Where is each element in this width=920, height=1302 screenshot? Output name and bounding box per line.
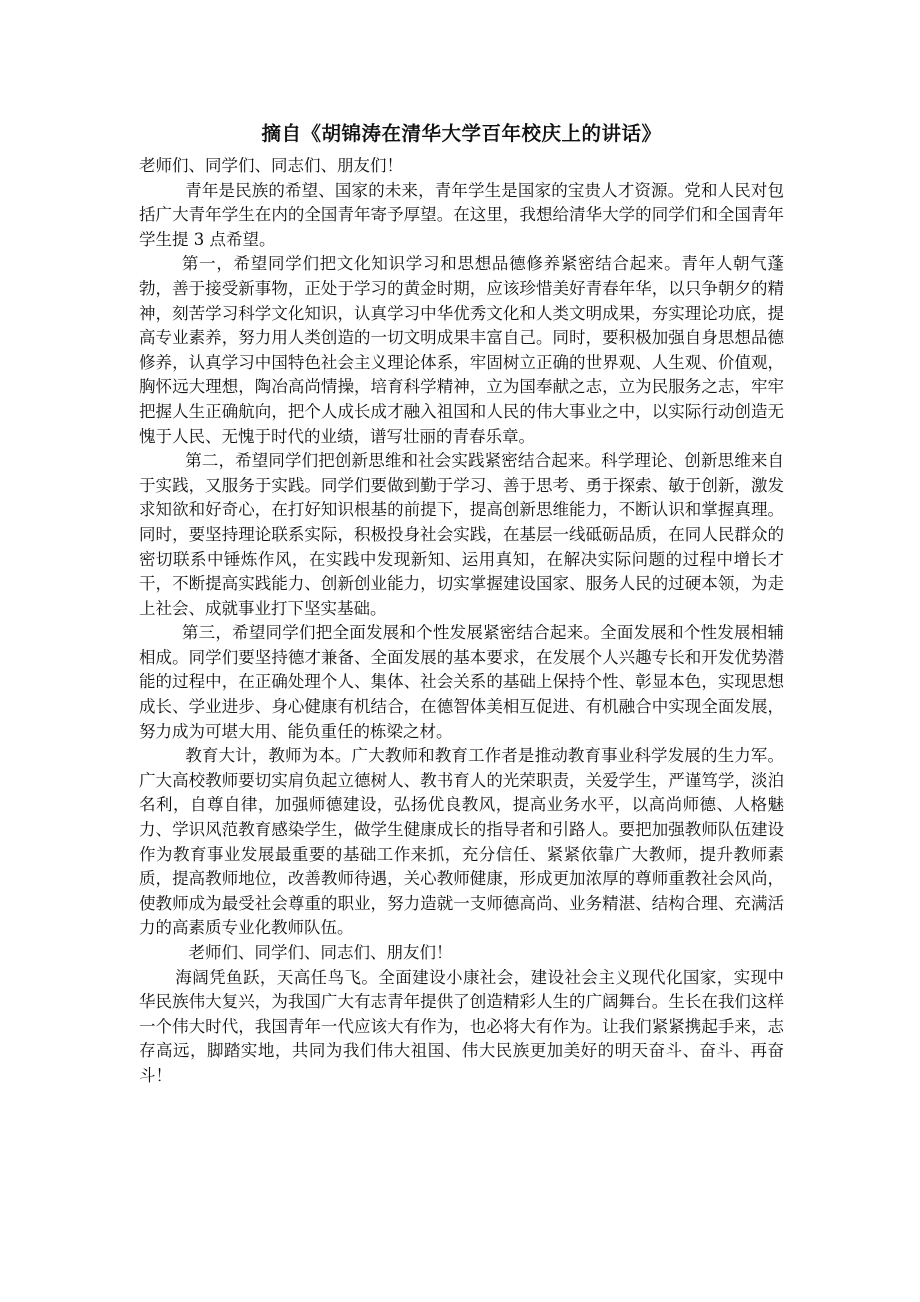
document-title: 摘自《胡锦涛在清华大学百年校庆上的讲话》 <box>261 122 662 145</box>
greeting-line-closing: 老师们、同学们、同志们、朋友们！ <box>188 943 453 962</box>
paragraph-hope-three: 第三，希望同学们把全面发展和个性发展紧密结合起来。全面发展和个性发展相辅相成。同学们要坚持德才兼备、全面发展的基本要求，在发展个人兴趣专长和开发优势潜能的过程中，在正确处理个人、集体、社会关系的基础上保持个性、彰显本色，实现思想成长、学业进步、身心健康有机结合，在德智体美相互促进、有机融合中实现全面发展，努力成为可堪大用、能负重任的栋梁之材。 <box>139 623 784 741</box>
paragraph-conclusion: 海阔凭鱼跃，天高任鸟飞。全面建设小康社会，建设社会主义现代化国家，实现中华民族伟大复兴，为我国广大有志青年提供了创造精彩人生的广阔舞台。生长在我们这样一个伟大时代，我国青年一代应该大有作为，也必将大有作为。让我们紧紧携起手来，志存高远，脚踏实地，共同为我们伟大祖国、伟大民族更加美好的明天奋斗、奋斗、再奋斗！ <box>139 967 784 1085</box>
paragraph-hope-one: 第一，希望同学们把文化知识学习和思想品德修养紧密结合起来。青年人朝气蓬勃，善于接受新事物，正处于学习的黄金时期，应该珍惜美好青春年华，以只争朝夕的精神，刻苦学习科学文化知识，认真学习中华优秀文化和人类文明成果，夯实理论功底，提高专业素养，努力用人类创造的一切文明成果丰富自己。同时，要积极加强自身思想品德修养，认真学习中国特色社会主义理论体系，牢固树立正确的世界观、人生观、价值观，胸怀远大理想，陶冶高尚情操，培育科学精神，立为国奉献之志，立为民服务之志，牢牢把握人生正确航向，把个人成长成才融入祖国和人民的伟大事业之中，以实际行动创造无愧于人民、无愧于时代的业绩，谱写壮丽的青春乐章。 <box>139 254 784 446</box>
document-page <box>139 120 784 1089</box>
paragraph-intro: 青年是民族的希望、国家的未来，青年学生是国家的宝贵人才资源。党和人民对包括广大青年学生在内的全国青年寄予厚望。在这里，我想给清华大学的同学们和全国青年学生提 3 点希望。 <box>139 180 784 249</box>
paragraph-teachers: 教育大计，教师为本。广大教师和教育工作者是推动教育事业科学发展的生力军。广大高校教师要切实肩负起立德树人、教书育人的光荣职责，关爱学生，严谨笃学，淡泊名利，自尊自律，加强师德建设，弘扬优良教风，提高业务水平，以高尚师德、人格魅力、学识风范教育感染学生，做学生健康成长的指导者和引路人。要把加强教师队伍建设作为教育事业发展最重要的基础工作来抓，充分信任、紧紧依靠广大教师，提升教师素质，提高教师地位，改善教师待遇，关心教师健康，形成更加浓厚的尊师重教社会风尚，使教师成为最受社会尊重的职业，努力造就一支师德高尚、业务精湛、结构合理、充满活力的高素质专业化教师队伍。 <box>139 746 784 938</box>
paragraph-hope-two: 第二，希望同学们把创新思维和社会实践紧密结合起来。科学理论、创新思维来自于实践，又服务于实践。同学们要做到勤于学习、善于思考、勇于探索、敏于创新，激发求知欲和好奇心，在打好知识根基的前提下，提高创新思维能力，不断认识和掌握真理。同时，要坚持理论联系实际，积极投身社会实践，在基层一线砥砺品质，在同人民群众的密切联系中锤炼作风，在实践中发现新知、运用真知，在解决实际问题的过程中增长才干，不断提高实践能力、创新创业能力，切实掌握建设国家、服务人民的过硬本领，为走上社会、成就事业打下坚实基础。 <box>139 451 784 618</box>
greeting-line: 老师们、同学们、同志们、朋友们！ <box>139 156 403 175</box>
